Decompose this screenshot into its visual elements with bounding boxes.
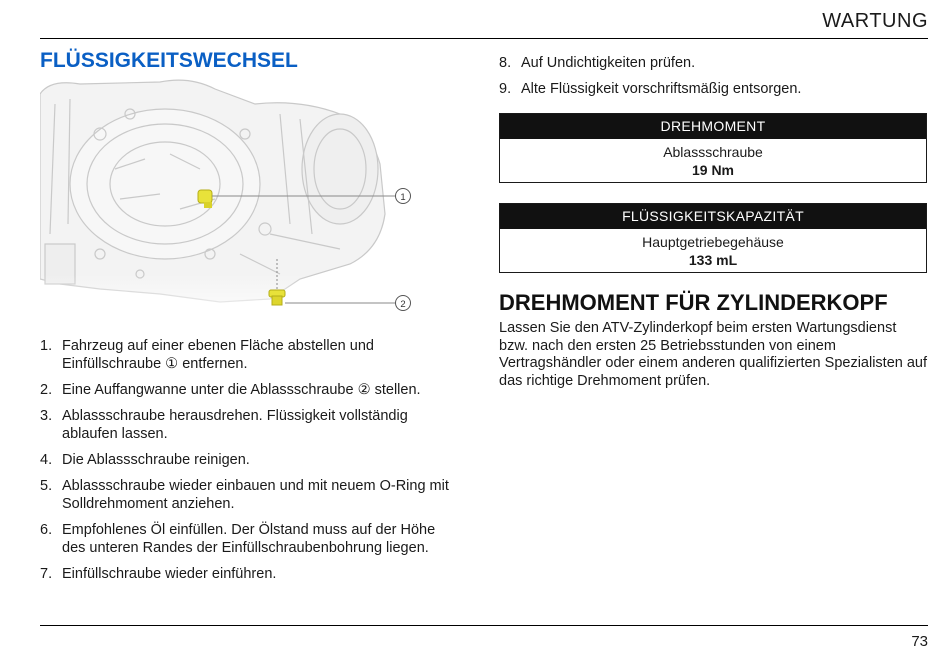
list-item	[40, 337, 460, 373]
step-text: Fahrzeug auf einer ebenen Fläche abstellen und Einfüllschraube ① entfernen.	[62, 338, 374, 372]
step-text: Alte Flüssigkeit vorschriftsmäßig entsorgen.	[521, 81, 802, 97]
list-item	[499, 80, 929, 98]
step-number: 1.	[40, 338, 53, 354]
table-header: DREHMOMENT	[500, 114, 926, 139]
step-text: Ablassschraube herausdrehen. Flüssigkeit vollständig ablaufen lassen.	[62, 408, 408, 442]
step-number: 6.	[40, 522, 53, 538]
list-item	[40, 407, 460, 443]
list-item	[40, 565, 460, 583]
cylinder-head-paragraph: Lassen Sie den ATV-Zylinderkopf beim ersten Wartungsdienst bzw. nach den ersten 25 Betriebsstunden von einem Vertragshändler oder einem anderen qualifizierten Spezialisten auf das richtige Drehmoment prüfen.	[499, 320, 928, 389]
step-text: Die Ablassschraube reinigen.	[62, 452, 250, 468]
capacity-spec-table	[499, 203, 927, 273]
list-item	[40, 451, 460, 469]
step-text: Einfüllschraube wieder einführen.	[62, 566, 277, 582]
callout-label-1: 1	[400, 192, 406, 203]
step-number: 8.	[499, 55, 512, 71]
list-item	[40, 477, 460, 513]
list-item	[40, 381, 460, 399]
engine-illustration	[40, 74, 455, 324]
procedure-steps-left	[40, 337, 460, 591]
torque-spec-table	[499, 113, 927, 183]
step-number: 7.	[40, 566, 53, 582]
section-title-fluid-change: FLÜSSIGKEITSWECHSEL	[40, 49, 298, 72]
step-number: 2.	[40, 382, 53, 398]
callout-label-2: 2	[400, 299, 406, 310]
step-text: Empfohlenes Öl einfüllen. Der Ölstand muss auf der Höhe des unteren Randes der Einfüllschraubenbohrung liegen.	[62, 522, 436, 556]
step-number: 5.	[40, 478, 53, 494]
spec-label: Ablassschraube	[663, 144, 763, 160]
step-text: Auf Undichtigkeiten prüfen.	[521, 55, 696, 71]
list-item	[40, 521, 460, 557]
list-item	[499, 54, 929, 72]
table-body	[500, 139, 926, 182]
step-text: Eine Auffangwanne unter die Ablassschraube ② stellen.	[62, 382, 421, 398]
spec-label: Hauptgetriebegehäuse	[642, 234, 784, 250]
page-number: 73	[911, 633, 928, 650]
step-number: 3.	[40, 408, 53, 424]
step-text: Ablassschraube wieder einbauen und mit neuem O-Ring mit Solldrehmoment anziehen.	[62, 478, 449, 512]
table-header: FLÜSSIGKEITSKAPAZITÄT	[500, 204, 926, 229]
spec-value: 19 Nm	[691, 162, 735, 178]
step-number: 4.	[40, 452, 53, 468]
page-header-title: WARTUNG	[822, 10, 928, 32]
footer-rule	[40, 625, 928, 626]
section-title-cylinder-head-torque: DREHMOMENT FÜR ZYLINDERKOPF	[499, 290, 888, 315]
spec-value: 133 mL	[688, 252, 738, 268]
procedure-steps-right	[499, 54, 929, 106]
table-body	[500, 229, 926, 272]
header-rule	[40, 38, 928, 39]
step-number: 9.	[499, 81, 512, 97]
engine-outline	[40, 80, 385, 302]
